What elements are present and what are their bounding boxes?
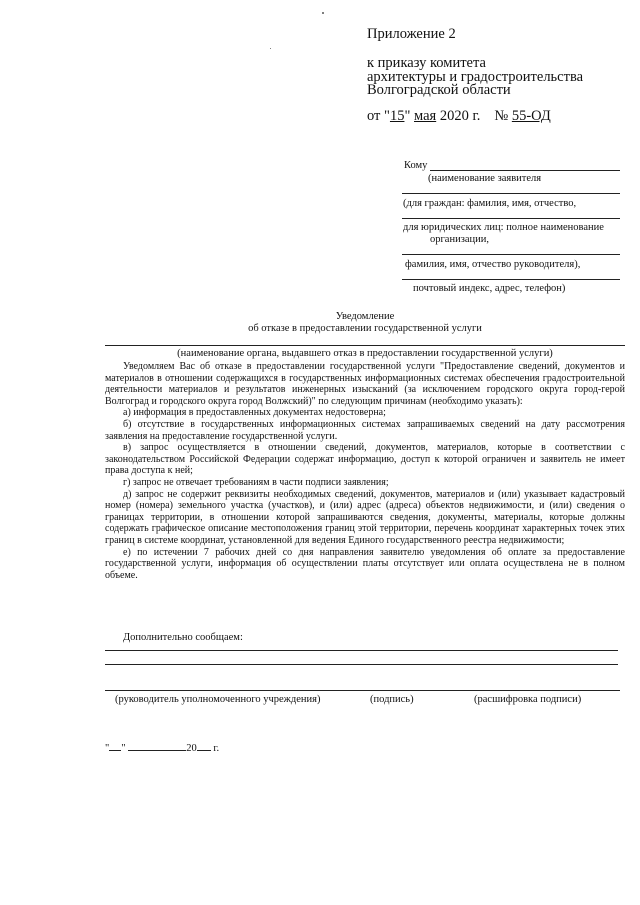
order-day: 15 (389, 108, 405, 124)
legal-caption-1: для юридических лиц: полное наименование (403, 222, 604, 233)
citizens-caption: (для граждан: фамилия, имя, отчество, (403, 198, 577, 209)
year-blank (197, 750, 211, 751)
intro-paragraph: Уведомляем Вас об отказе в предоставлении государственной услуги "Предоставление сведений, документов и материалов в отношении содержащихся в государственных информационных системах обеспечения градостроительной деятельности материалов и результатов инженерных изысканий (за исключением городского округа город-герой Волгоград и городского округа город Волжский)" по следующим причинам (необходимо указать): (105, 361, 625, 407)
date-mid: " (404, 108, 414, 124)
reason-b: б) отсутствие в государственных информационных системах запрашиваемых сведений на дату рассмотрения заявления на предоставление государственной услуги. (105, 418, 625, 442)
additional-label: Дополнительно сообщаем: (123, 632, 243, 643)
additional-line-1 (105, 650, 618, 651)
year-prefix: 20 (186, 743, 197, 754)
recipient-to-label: Кому (404, 160, 428, 171)
signature-line (105, 690, 620, 691)
number-prefix: № (494, 108, 512, 124)
month-blank (128, 750, 186, 751)
appendix-title: Приложение 2 (367, 26, 456, 42)
footer-date (105, 743, 219, 755)
notice-body (105, 361, 625, 581)
reason-c: в) запрос осуществляется в отношении сведений, документов, материалов, которые в соответствии с законодательством Российской Федерации содержат информацию, доступ к которой ограничен и заявитель не имеет права доступа к ней; (105, 442, 625, 477)
notice-subtitle: об отказе в предоставлении государственной услуги (248, 323, 482, 334)
recipient-line-3 (402, 218, 620, 219)
organ-caption: (наименование органа, выдавшего отказ в предоставлении государственной услуги) (177, 348, 553, 359)
scan-speck (270, 48, 271, 49)
applicant-name-caption: (наименование заявителя (428, 173, 542, 184)
notice-title: Уведомление (335, 311, 395, 322)
head-name-caption: фамилия, имя, отчество руководителя), (405, 259, 581, 270)
scan-speck (322, 12, 324, 14)
order-date (367, 109, 551, 124)
organ-name-line (105, 345, 625, 346)
order-month: мая (414, 108, 437, 124)
order-line-3: Волгоградской области (367, 82, 511, 98)
address-caption: почтовый индекс, адрес, телефон) (413, 283, 566, 294)
signature-caption: (подпись) (370, 694, 414, 705)
head-caption: (руководитель уполномоченного учреждения) (115, 694, 321, 705)
recipient-line-1 (430, 170, 620, 171)
reason-f: е) по истечении 7 рабочих дней со дня направления заявителю уведомления об оплате за предоставление государственной услуги, информация об осуществлении платы отсутствует или оплата осуществлена не в полном объеме. (105, 546, 625, 581)
legal-caption-2: организации, (430, 234, 489, 245)
quote-open: " (105, 743, 110, 754)
date-prefix: от " (367, 108, 390, 124)
recipient-line-4 (402, 254, 620, 255)
quote-close: " (121, 743, 126, 754)
recipient-line-2 (402, 193, 620, 194)
recipient-line-5 (402, 279, 620, 280)
reason-a: а) информация в предоставленных документах недостоверна; (123, 407, 386, 419)
order-year: 2020 г. (436, 108, 481, 124)
year-suffix: г. (213, 743, 220, 754)
order-line-1: к приказу комитета (367, 55, 486, 71)
decryption-caption: (расшифровка подписи) (474, 694, 582, 705)
order-line-2: архитектуры и градостроительства (367, 69, 584, 85)
additional-line-2 (105, 664, 618, 665)
order-number: 55-ОД (511, 108, 551, 124)
day-blank (109, 750, 121, 751)
reason-d: г) запрос не отвечает требованиям в части подписи заявления; (123, 476, 389, 488)
reason-e: д) запрос не содержит реквизиты необходимых сведений, документов, материалов и (или) указывает кадастровый номер (номера) земельного участка (участков), и (или) адрес (адреса) объектов недвижимости, и (или) сведения о границах территории, в отношении которой запрашиваются сведения, документы, материалы, которые должны содержать графическое описание местоположения границ этой территории, перечень координат характерных точек этих границ в системе координат, установленной для ведения Единого государственного реестра недвижимости; (105, 488, 625, 546)
